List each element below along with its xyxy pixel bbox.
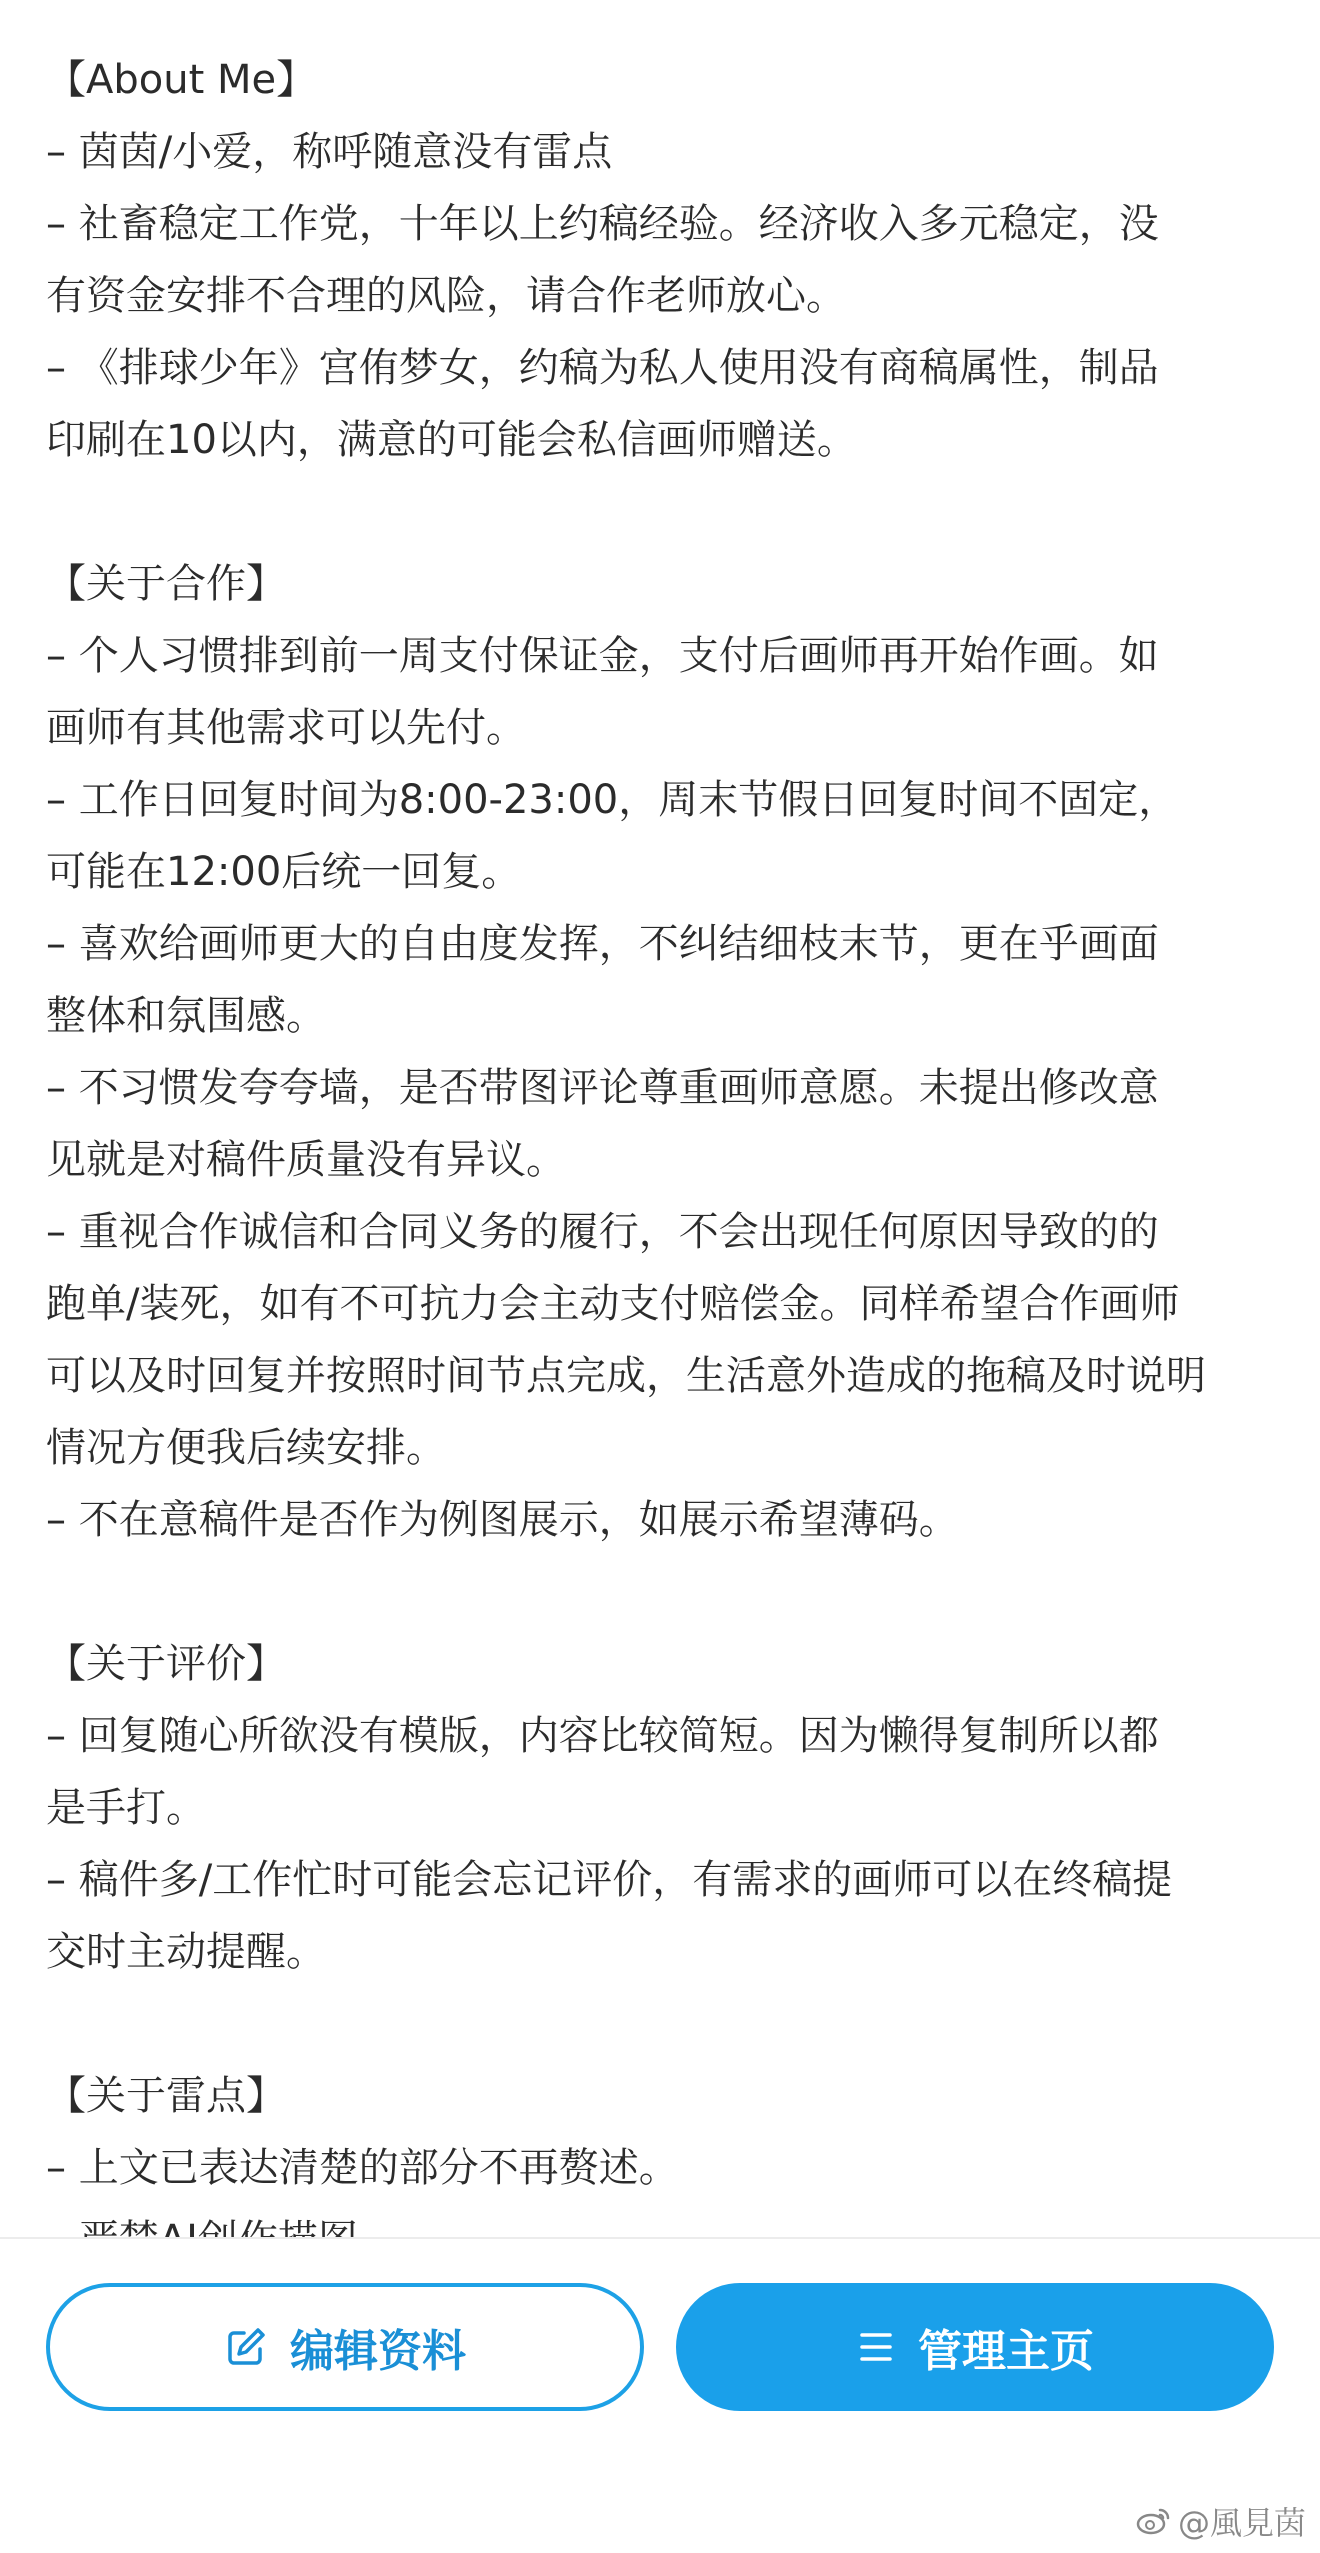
- blank-line: [46, 476, 1276, 548]
- edit-icon: [224, 2325, 268, 2369]
- text-line: 可能在12:00后统一回复。: [46, 849, 522, 895]
- text-line: 有资金安排不合理的风险，请合作老师放心。: [46, 273, 846, 319]
- text-line: – 不习惯发夸夸墙，是否带图评论尊重画师意愿。未提出修改意: [46, 1065, 1159, 1111]
- profile-intro-text: [46, 44, 1276, 2276]
- text-line: 整体和氛围感。: [46, 993, 326, 1039]
- text-line: 情况方便我后续安排。: [46, 1425, 446, 1471]
- edit-profile-button[interactable]: [46, 2283, 644, 2411]
- menu-icon: [856, 2329, 896, 2365]
- text-line: – 稿件多/工作忙时可能会忘记评价，有需求的画师可以在终稿提: [46, 1857, 1173, 1903]
- text-line: 可以及时回复并按照时间节点完成，生活意外造成的拖稿及时说明: [46, 1353, 1206, 1399]
- text-line: – 不在意稿件是否作为例图展示，如展示希望薄码。: [46, 1497, 959, 1543]
- text-line: 【About Me】: [46, 57, 317, 103]
- text-line: – 茵茵/小爱，称呼随意没有雷点: [46, 129, 613, 175]
- weibo-watermark: [1136, 2498, 1306, 2544]
- manage-homepage-button[interactable]: [676, 2283, 1274, 2411]
- text-line: 【关于合作】: [46, 561, 286, 607]
- weibo-icon: [1136, 2506, 1172, 2536]
- manage-homepage-label: 管理主页: [918, 2326, 1094, 2377]
- blank-line: [46, 1988, 1276, 2060]
- text-line: – 上文已表达清楚的部分不再赘述。: [46, 2145, 679, 2191]
- text-line: 印刷在10以内，满意的可能会私信画师赠送。: [46, 417, 857, 463]
- watermark-text: @風見茵: [1177, 2504, 1306, 2542]
- text-line: – 重视合作诚信和合同义务的履行，不会出现任何原因导致的的: [46, 1209, 1159, 1255]
- text-line: – 《排球少年》宫侑梦女，约稿为私人使用没有商稿属性，制品: [46, 345, 1159, 391]
- text-line: 跑单/装死，如有不可抗力会主动支付赔偿金。同样希望合作画师: [46, 1281, 1180, 1327]
- text-line: – 工作日回复时间为8:00-23:00，周末节假日回复时间不固定，: [46, 777, 1179, 823]
- text-line: – 社畜稳定工作党，十年以上约稿经验。经济收入多元稳定，没: [46, 201, 1159, 247]
- text-line: – 回复随心所欲没有模版，内容比较简短。因为懒得复制所以都: [46, 1713, 1159, 1759]
- text-line: 见就是对稿件质量没有异议。: [46, 1137, 566, 1183]
- text-line: 交时主动提醒。: [46, 1929, 326, 1975]
- text-line: 是手打。: [46, 1785, 206, 1831]
- text-line: 画师有其他需求可以先付。: [46, 705, 526, 751]
- text-line: 【关于评价】: [46, 1641, 286, 1687]
- edit-profile-label: 编辑资料: [290, 2326, 466, 2377]
- text-line: – 个人习惯排到前一周支付保证金，支付后画师再开始作画。如: [46, 633, 1159, 679]
- text-line: 【关于雷点】: [46, 2073, 286, 2119]
- blank-line: [46, 1556, 1276, 1628]
- text-line: – 喜欢给画师更大的自由度发挥，不纠结细枝末节，更在乎画面: [46, 921, 1159, 967]
